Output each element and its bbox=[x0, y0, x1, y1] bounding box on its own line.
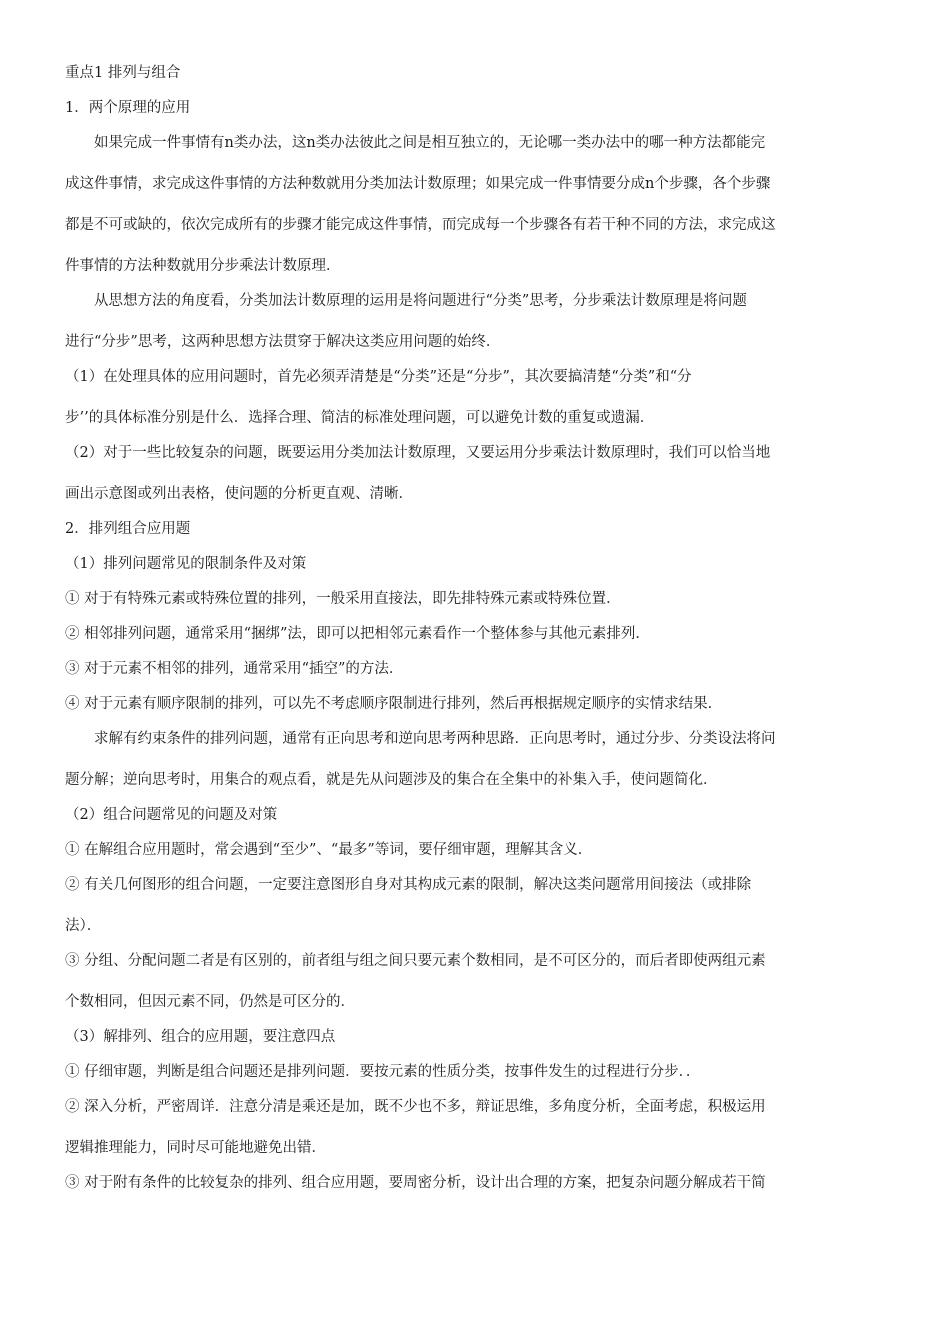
paragraph-line: 求解有约束条件的排列问题，通常有正向思考和逆向思考两种思路．正向思考时，通过分步、分类设法将问 bbox=[94, 731, 776, 747]
paragraph-two-principles bbox=[65, 132, 885, 277]
paragraph-grouping bbox=[65, 950, 885, 1013]
paragraph-line: 从思想方法的角度看，分类加法计数原理的运用是将问题进行“分类”思考，分步乘法计数原理是将问题 bbox=[94, 293, 747, 309]
subsection-permutation: （1）排列问题常见的限制条件及对策 bbox=[65, 556, 307, 572]
paragraph-geometry bbox=[65, 874, 885, 937]
paragraph-line: 步’’的具体标准分别是什么．选择合理、简洁的标准处理问题，可以避免计数的重复或遗漏． bbox=[65, 410, 655, 426]
paragraph-line: 都是不可或缺的，依次完成所有的步骤才能完成这件事情，而完成每一个步骤各有若干种不同的方法，求完成这 bbox=[65, 217, 776, 233]
list-item: ① 仔细审题，判断是组合问题还是排列问题．要按元素的性质分类，按事件发生的过程进行分步．． bbox=[65, 1064, 701, 1080]
paragraph-line: 画出示意图或列出表格，使问题的分析更直观、清晰． bbox=[65, 486, 413, 502]
paragraph-analysis bbox=[65, 1096, 885, 1159]
paragraph-line: 成这件事情，求完成这件事情的方法种数就用分类加法计数原理；如果完成一件事情要分成n个步骤，各个步骤 bbox=[65, 176, 771, 192]
paragraph-constraints bbox=[65, 728, 885, 791]
paragraph-line: 如果完成一件事情有n类办法，这n类办法彼此之间是相互独立的，无论哪一类办法中的哪一种方法都能完 bbox=[94, 135, 766, 151]
paragraph-line: （2）对于一些比较复杂的问题，既要运用分类加法计数原理，又要运用分步乘法计数原理时，我们可以恰当地 bbox=[65, 445, 771, 461]
subsection-combination: （2）组合问题常见的问题及对策 bbox=[65, 807, 278, 823]
paragraph-point-1 bbox=[65, 366, 885, 429]
subsection-four-points: （3）解排列、组合的应用题，要注意四点 bbox=[65, 1029, 336, 1045]
list-item: ① 在解组合应用题时，常会遇到“至少”、“最多”等词，要仔细审题，理解其含义． bbox=[65, 842, 593, 858]
paragraph-thinking-method bbox=[65, 290, 885, 353]
paragraph-line: 进行“分步”思考，这两种思想方法贯穿于解决这类应用问题的始终． bbox=[65, 334, 501, 350]
document-page bbox=[65, 62, 885, 1207]
paragraph-line: 个数相同，但因元素不同，仍然是可区分的． bbox=[65, 994, 355, 1010]
paragraph-line: ③ 分组、分配问题二者是有区别的，前者组与组之间只要元素个数相同，是不可区分的，而后者即使两组元素 bbox=[65, 953, 766, 969]
paragraph-line: ② 深入分析，严密周详．注意分清是乘还是加，既不少也不多，辩证思维，多角度分析，全面考虑，积极运用 bbox=[65, 1099, 766, 1115]
document-title: 重点1 排列与组合 bbox=[65, 65, 181, 81]
paragraph-point-2 bbox=[65, 442, 885, 505]
list-item: ② 相邻排列问题，通常采用“捆绑”法，即可以把相邻元素看作一个整体参与其他元素排列． bbox=[65, 626, 650, 642]
paragraph-line: （1）在处理具体的应用问题时，首先必须弄清楚是“分类”还是“分步”，其次要搞清楚“分类”和“分 bbox=[65, 369, 692, 385]
paragraph-line: 件事情的方法种数就用分步乘法计数原理． bbox=[65, 258, 341, 274]
paragraph-line: 法）． bbox=[65, 918, 102, 934]
list-item: ③ 对于元素不相邻的排列，通常采用“插空”的方法． bbox=[65, 661, 404, 677]
section-1-heading: 1．两个原理的应用 bbox=[65, 100, 191, 116]
list-item: ④ 对于元素有顺序限制的排列，可以先不考虑顺序限制进行排列，然后再根据规定顺序的实情求结果． bbox=[65, 696, 723, 712]
paragraph-line: 题分解；逆向思考时，用集合的观点看，就是先从问题涉及的集合在全集中的补集入手，使问题简化． bbox=[65, 772, 718, 788]
list-item: ① 对于有特殊元素或特殊位置的排列，一般采用直接法，即先排特殊元素或特殊位置． bbox=[65, 591, 621, 607]
paragraph-line: ② 有关几何图形的组合问题，一定要注意图形自身对其构成元素的限制，解决这类问题常用间接法（或排除 bbox=[65, 877, 752, 893]
section-2-heading: 2．排列组合应用题 bbox=[65, 521, 191, 537]
paragraph-line: 逻辑推理能力，同时尽可能地避免出错． bbox=[65, 1140, 326, 1156]
list-item: ③ 对于附有条件的比较复杂的排列、组合应用题，要周密分析，设计出合理的方案，把复杂问题分解成若干简 bbox=[65, 1175, 766, 1191]
